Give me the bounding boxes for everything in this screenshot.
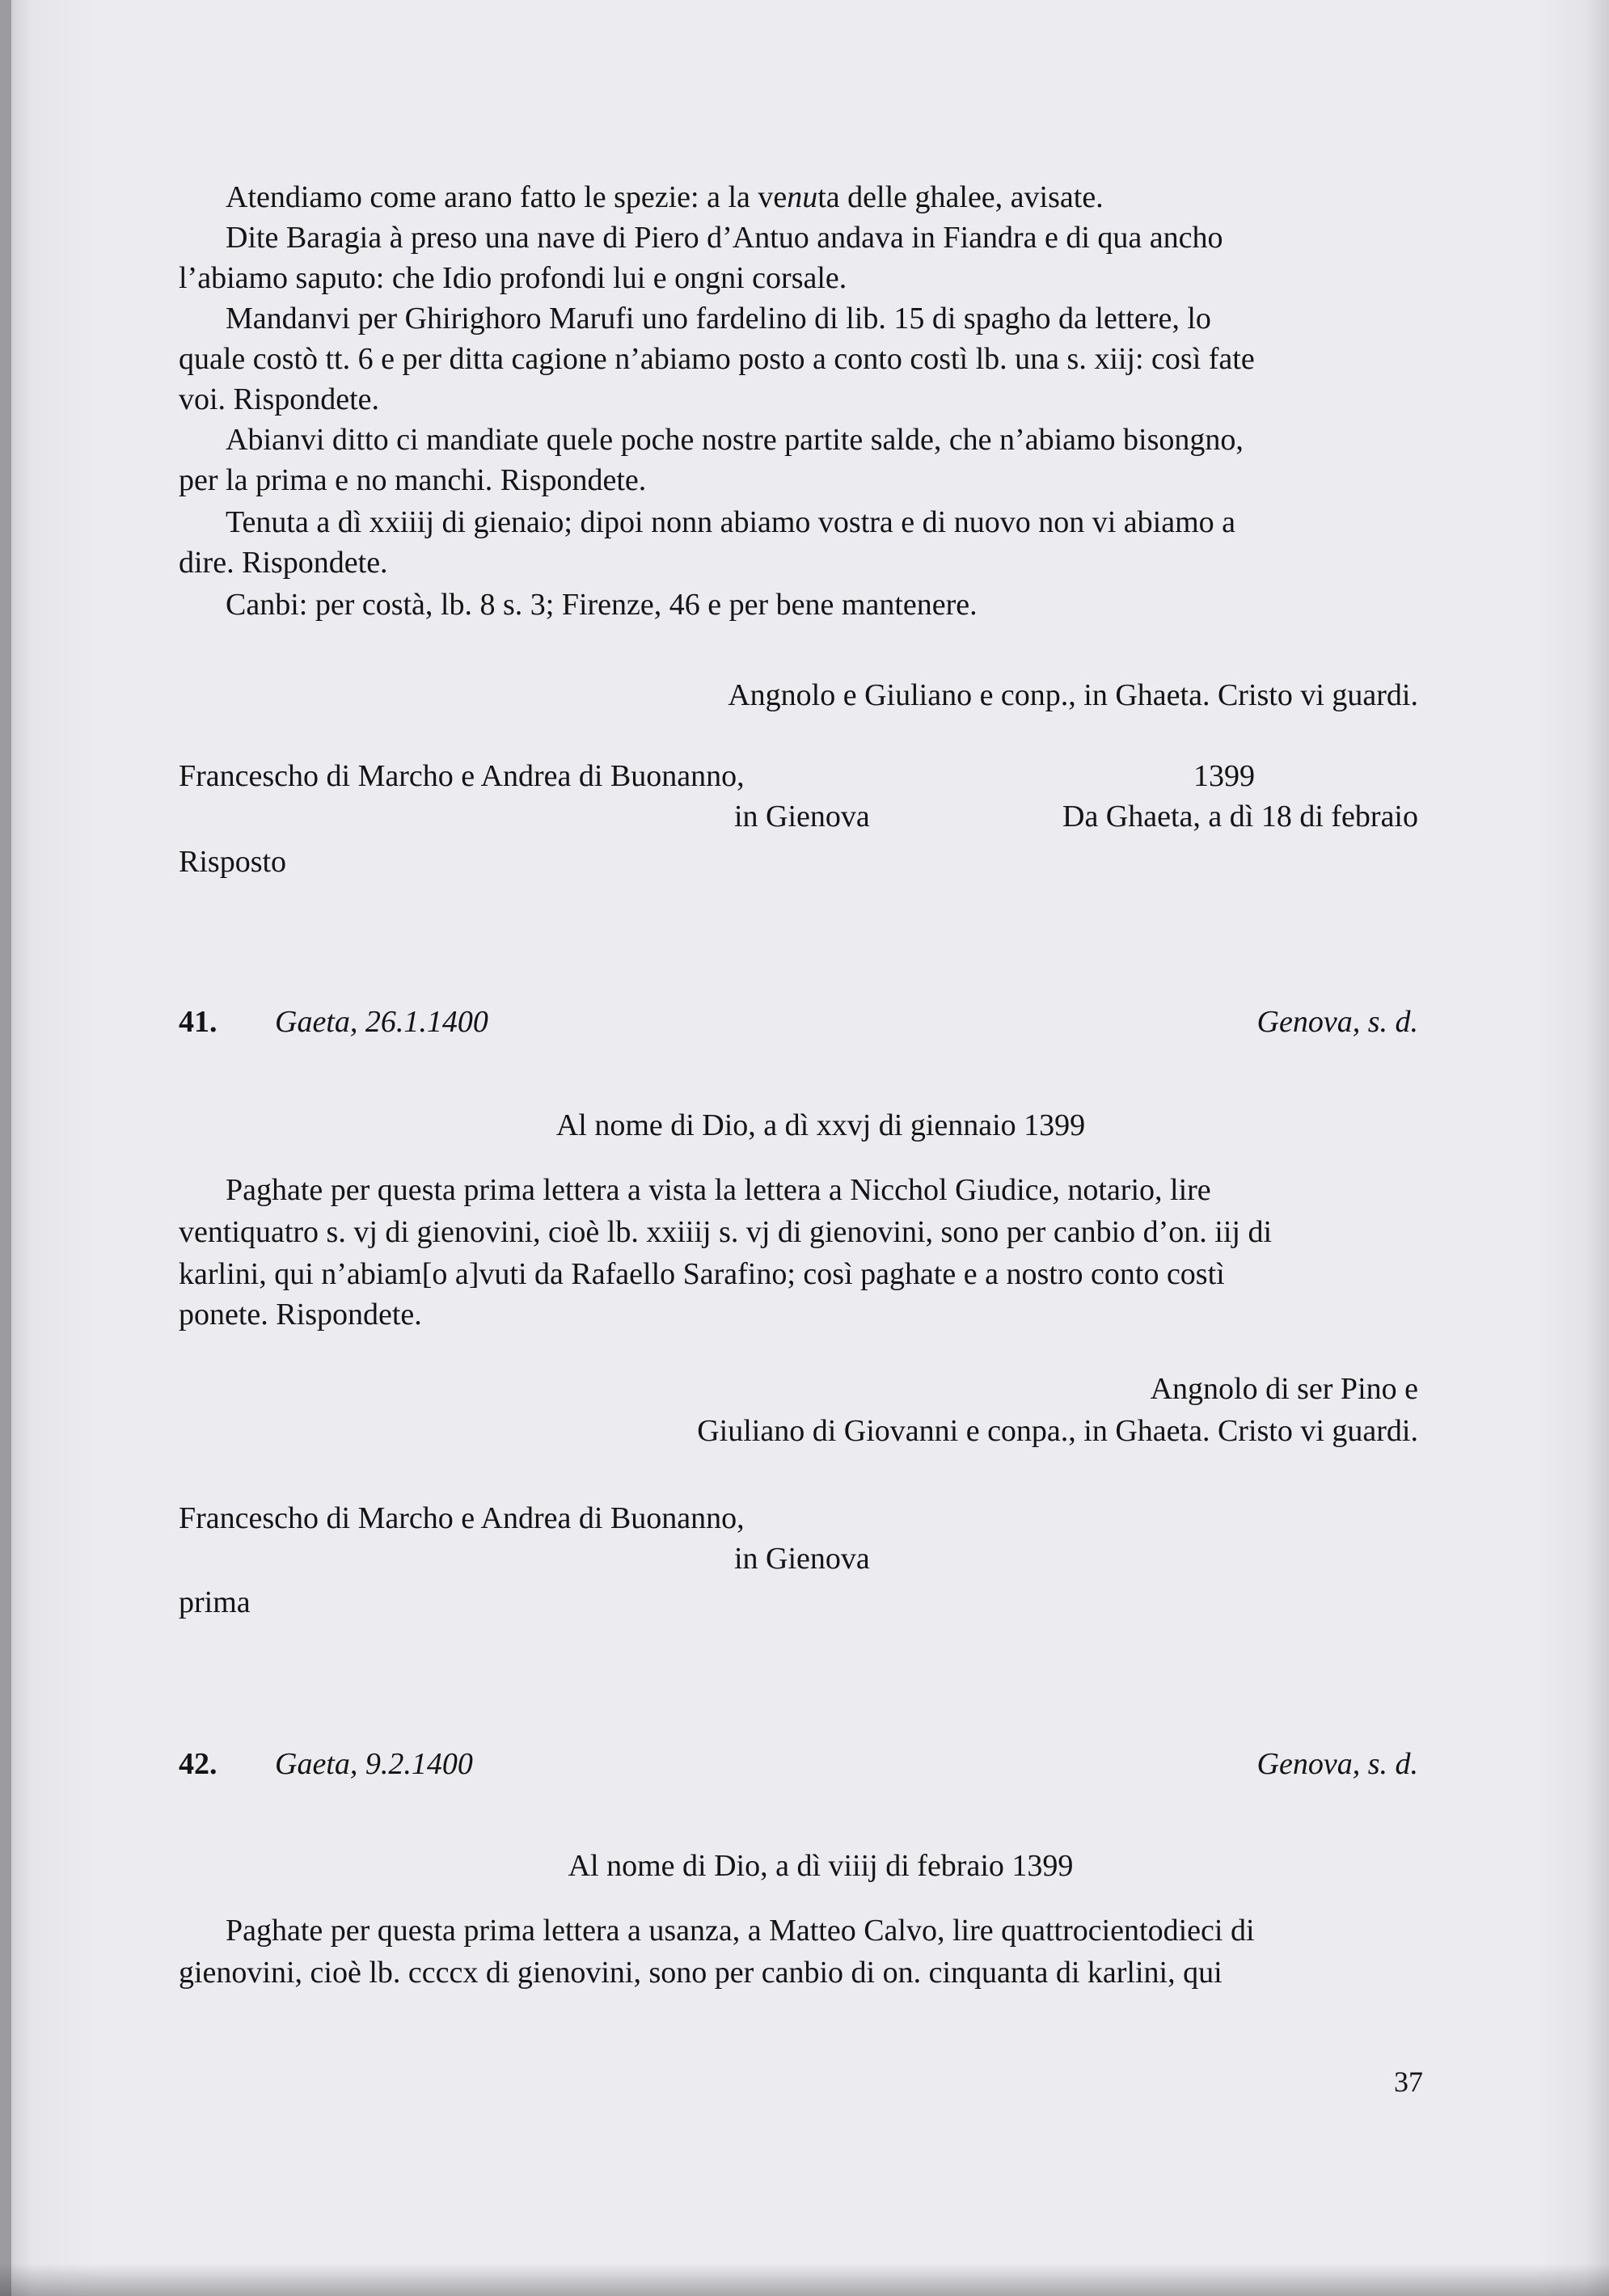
text-line: Dite Baragia à preso una nave di Piero d’Antuo andava in Fiandra e di qua ancho xyxy=(226,221,1223,255)
letter-invocation: Al nome di Dio, a dì viiij di febraio 1399 xyxy=(568,1849,1074,1883)
text-line: l’abiamo saputo: che Idio profondi lui e ongni corsale. xyxy=(179,261,847,295)
text-line: Atendiamo come arano fatto le spezie: a la venuta delle ghalee, avisate. xyxy=(226,180,1104,214)
text-line: Mandanvi per Ghirighoro Marufi uno fardelino di lib. 15 di spagho da lettere, lo xyxy=(226,302,1211,336)
text-line: dire. Rispondete. xyxy=(179,546,388,580)
text-line: Canbi: per costà, lb. 8 s. 3; Firenze, 46 e per bene mantenere. xyxy=(226,588,978,622)
signature: Giuliano di Giovanni e conpa., in Ghaeta. Cristo vi guardi. xyxy=(697,1414,1418,1448)
address-recipient: Francescho di Marcho e Andrea di Buonanno, xyxy=(179,1501,745,1535)
text-line: Paghate per questa prima lettera a vista la lettera a Nicchol Giudice, notario, lire xyxy=(226,1173,1211,1207)
text-line: ventiquatro s. vj di gienovini, cioè lb. xxiiij s. vj di gienovini, sono per canbio d’on. iij di xyxy=(179,1215,1273,1249)
address-date: Da Ghaeta, a dì 18 di febraio xyxy=(1062,800,1418,834)
address-place: in Gienova xyxy=(734,800,870,834)
letter-destination: Genova, s. d. xyxy=(1256,1747,1418,1781)
text-line: quale costò tt. 6 e per ditta cagione n’abiamo posto a conto costì lb. una s. xiij: così fate xyxy=(179,342,1255,376)
address-year: 1399 xyxy=(1193,759,1255,793)
signature: Angnolo e Giuliano e conp., in Ghaeta. Cristo vi guardi. xyxy=(728,678,1418,712)
page-bottom-shadow xyxy=(0,2264,1609,2296)
address-note: prima xyxy=(179,1585,251,1619)
text-line: gienovini, cioè lb. ccccx di gienovini, sono per canbio di on. cinquanta di karlini, qui xyxy=(179,1956,1223,1990)
letter-number: 42. xyxy=(179,1747,217,1781)
signature: Angnolo di ser Pino e xyxy=(1150,1372,1418,1406)
address-place: in Gienova xyxy=(734,1542,870,1576)
letter-origin: Gaeta, 26.1.1400 xyxy=(275,1005,488,1039)
letter-origin: Gaeta, 9.2.1400 xyxy=(275,1747,473,1781)
text-line: voi. Rispondete. xyxy=(179,382,380,416)
book-gutter-shadow xyxy=(0,0,11,2296)
text-line: ponete. Rispondete. xyxy=(179,1298,422,1332)
letter-destination: Genova, s. d. xyxy=(1256,1005,1418,1039)
text-line: Tenuta a dì xxiiij di gienaio; dipoi nonn abiamo vostra e di nuovo non vi abiamo a xyxy=(226,505,1235,539)
letter-number: 41. xyxy=(179,1005,217,1039)
text-line: Abianvi ditto ci mandiate quele poche nostre partite salde, che n’abiamo bisongno, xyxy=(226,423,1244,457)
text-line: karlini, qui n’abiam[o a]vuti da Rafaello Sarafino; così paghate e a nostro conto costì xyxy=(179,1257,1225,1291)
text-line: Paghate per questa prima lettera a usanza, a Matteo Calvo, lire quattrocientodieci di xyxy=(226,1914,1255,1948)
text-line: per la prima e no manchi. Rispondete. xyxy=(179,463,647,497)
letter-invocation: Al nome di Dio, a dì xxvj di giennaio 1399 xyxy=(555,1108,1086,1142)
address-recipient: Francescho di Marcho e Andrea di Buonanno, xyxy=(179,759,745,793)
page-number: 37 xyxy=(1394,2066,1423,2098)
address-note: Risposto xyxy=(179,845,287,879)
